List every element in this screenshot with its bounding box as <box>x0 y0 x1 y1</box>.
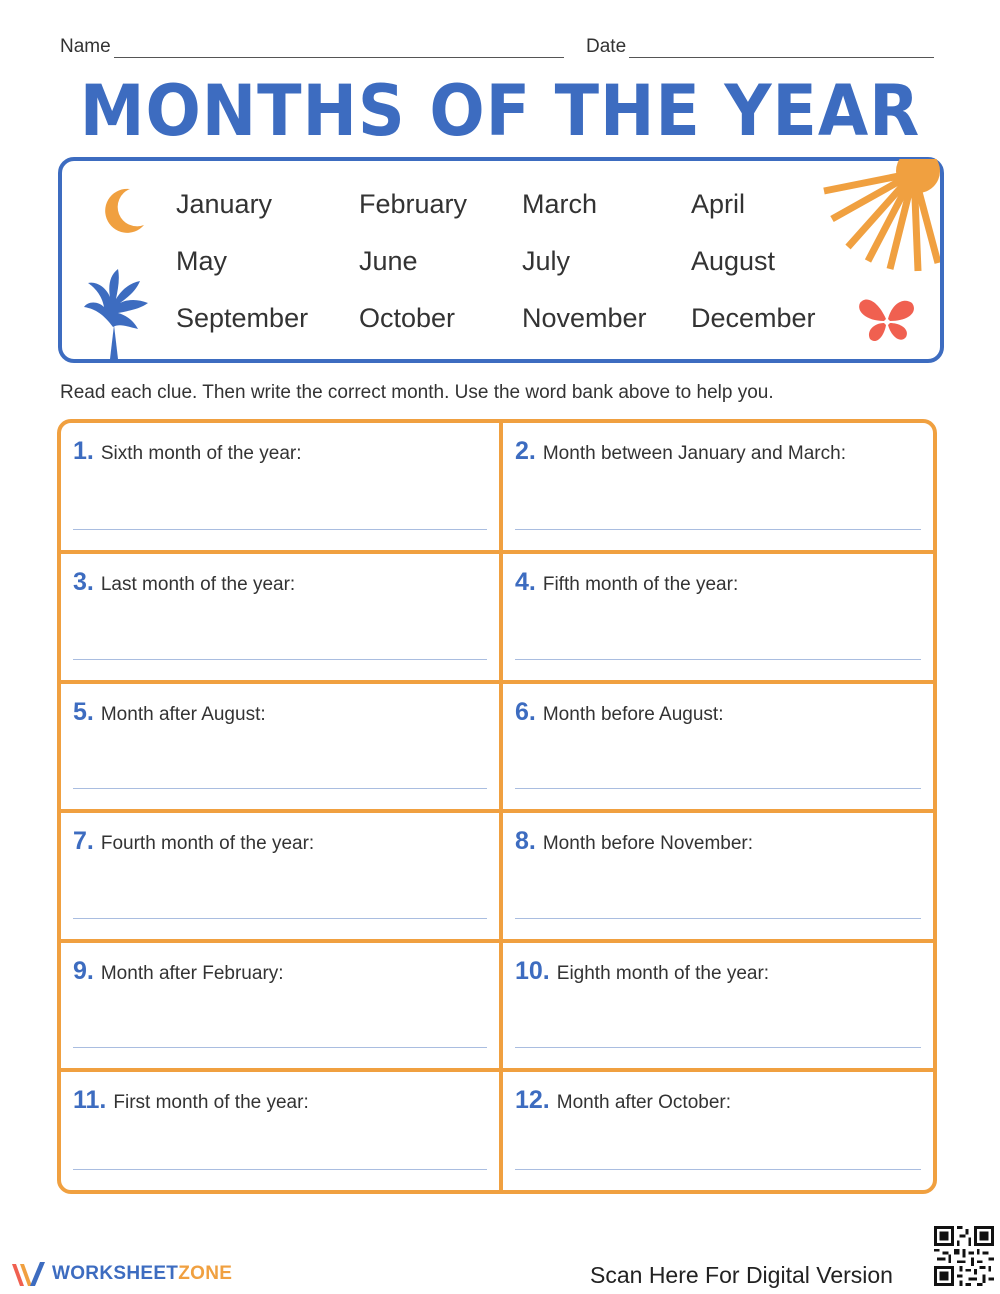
answer-line-11[interactable] <box>73 1169 487 1170</box>
date-field[interactable] <box>586 36 934 58</box>
clue-text: Fifth month of the year: <box>542 574 739 595</box>
month-february: February <box>359 189 468 219</box>
brand-name-part1: WORKSHEET <box>52 1263 179 1284</box>
clue-text: Month after October: <box>556 1092 732 1113</box>
month-april: April <box>691 189 746 219</box>
clue-text: First month of the year: <box>113 1092 309 1113</box>
answer-line-9[interactable] <box>73 1047 487 1048</box>
name-field[interactable] <box>60 36 564 58</box>
month-january: January <box>176 189 273 219</box>
clue-text: Last month of the year: <box>100 574 296 595</box>
answer-line-8[interactable] <box>515 918 921 919</box>
brand-name-part2: ZONE <box>178 1263 233 1284</box>
coral-icon <box>74 265 154 359</box>
moon-icon <box>96 185 148 237</box>
word-bank <box>58 157 944 363</box>
month-december: December <box>691 303 816 333</box>
answer-line-3[interactable] <box>73 659 487 660</box>
clue-text: Month between January and March: <box>542 443 846 464</box>
answer-line-1[interactable] <box>73 529 487 530</box>
name-label: Name <box>60 36 111 57</box>
clue-cell-12 <box>503 1072 933 1190</box>
clue-cell-11 <box>61 1072 499 1190</box>
clue-number: 1. <box>73 437 94 465</box>
clue-text: Eighth month of the year: <box>556 963 770 984</box>
clue-cell-2 <box>503 423 933 550</box>
clue-cell-1 <box>61 423 499 550</box>
clue-number: 7. <box>73 827 94 855</box>
clue-text: Month before November: <box>542 833 754 854</box>
clue-cell-5 <box>61 684 499 809</box>
sun-icon <box>818 159 940 275</box>
name-line[interactable] <box>114 39 564 58</box>
clue-grid <box>57 419 937 1194</box>
clue-cell-3 <box>61 554 499 680</box>
clue-text: Month after February: <box>100 963 284 984</box>
answer-line-5[interactable] <box>73 788 487 789</box>
clue-number: 10. <box>515 957 550 985</box>
answer-line-7[interactable] <box>73 918 487 919</box>
clue-number: 2. <box>515 437 536 465</box>
qr-code-icon[interactable] <box>934 1226 994 1286</box>
clue-text: Sixth month of the year: <box>100 443 302 464</box>
clue-number: 3. <box>73 568 94 596</box>
clue-number: 11. <box>73 1086 107 1114</box>
clue-text: Fourth month of the year: <box>100 833 315 854</box>
page-title: MONTHS OF THE YEAR <box>79 70 921 152</box>
brand-logo[interactable] <box>10 1259 232 1289</box>
clue-cell-9 <box>61 943 499 1068</box>
month-may: May <box>176 246 228 276</box>
month-september: September <box>176 303 309 333</box>
date-line[interactable] <box>629 39 934 58</box>
clue-cell-8 <box>503 813 933 939</box>
clue-text: Month after August: <box>100 704 266 725</box>
clue-cell-10 <box>503 943 933 1068</box>
answer-line-6[interactable] <box>515 788 921 789</box>
clue-number: 5. <box>73 698 94 726</box>
answer-line-12[interactable] <box>515 1169 921 1170</box>
instructions: Read each clue. Then write the correct month. Use the word bank above to help you. <box>60 382 774 403</box>
month-march: March <box>522 189 598 219</box>
month-november: November <box>522 303 647 333</box>
month-july: July <box>522 246 571 276</box>
clue-number: 12. <box>515 1086 550 1114</box>
date-label: Date <box>586 36 627 57</box>
clue-text: Month before August: <box>542 704 724 725</box>
answer-line-2[interactable] <box>515 529 921 530</box>
answer-line-10[interactable] <box>515 1047 921 1048</box>
scan-caption: Scan Here For Digital Version <box>590 1262 893 1288</box>
clue-cell-4 <box>503 554 933 680</box>
butterfly-icon <box>856 293 918 345</box>
worksheetzone-logo-icon <box>10 1260 46 1288</box>
clue-number: 4. <box>515 568 536 596</box>
clue-number: 6. <box>515 698 536 726</box>
month-august: August <box>691 246 776 276</box>
month-october: October <box>359 303 456 333</box>
clue-cell-6 <box>503 684 933 809</box>
clue-cell-7 <box>61 813 499 939</box>
answer-line-4[interactable] <box>515 659 921 660</box>
clue-number: 9. <box>73 957 94 985</box>
month-june: June <box>359 246 418 276</box>
clue-number: 8. <box>515 827 536 855</box>
